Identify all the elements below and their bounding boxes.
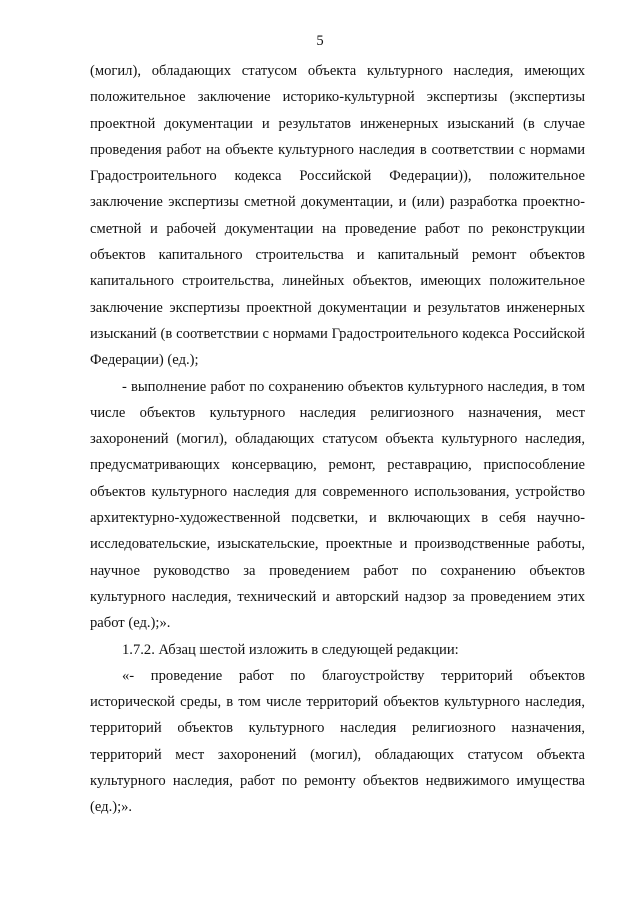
page-number: 5: [316, 33, 324, 49]
paragraph-amendment-heading: 1.7.2. Абзац шестой изложить в следующей редакции:: [122, 641, 459, 658]
paragraph-heritage-works: - выполнение работ по сохранению объектов культурного наследия, в том числе объектов культурного наследия религиозного назначения, мест захоронений (могил), обладающих статусом объекта культурного наследия, предусматривающих консервацию, ремонт, реставрацию, приспособление объектов культурного наследия для современного использования, устройство архитектурно-художественной подсветки, и включающих в себя научно-исследовательские, изыскательские, проектные и производственные работы, научное руководство за проведением работ по сохранению объектов культурного наследия, технический и авторский надзор за проведением этих работ (ед.);».: [90, 378, 585, 632]
document-body: [90, 58, 585, 821]
paragraph-continuation: (могил), обладающих статусом объекта культурного наследия, имеющих положительное заключение историко-культурной экспертизы (экспертизы проектной документации и результатов инженерных изысканий (в случае проведения работ на объекте культурного наследия в соответствии с нормами Градостроительного кодекса Российской Федерации)), положительное заключение экспертизы сметной документации, и (или) разработка проектно-сметной и рабочей документации на проведение работ по реконструкции объектов капитального строительства и капитальный ремонт объектов капитального строительства, линейных объектов, имеющих положительное заключение экспертизы проектной документации и результатов инженерных изысканий (в соответствии с нормами Градостроительного кодекса Российской Федерации) (ед.);: [90, 63, 585, 369]
paragraph-amendment-text: «- проведение работ по благоустройству территорий объектов исторической среды, в том числе территорий объектов культурного наследия, территорий объектов культурного наследия религиозного назначения, территорий мест захоронений (могил), обладающих статусом объекта культурного наследия, работ по ремонту объектов недвижимого имущества (ед.);».: [90, 667, 585, 816]
